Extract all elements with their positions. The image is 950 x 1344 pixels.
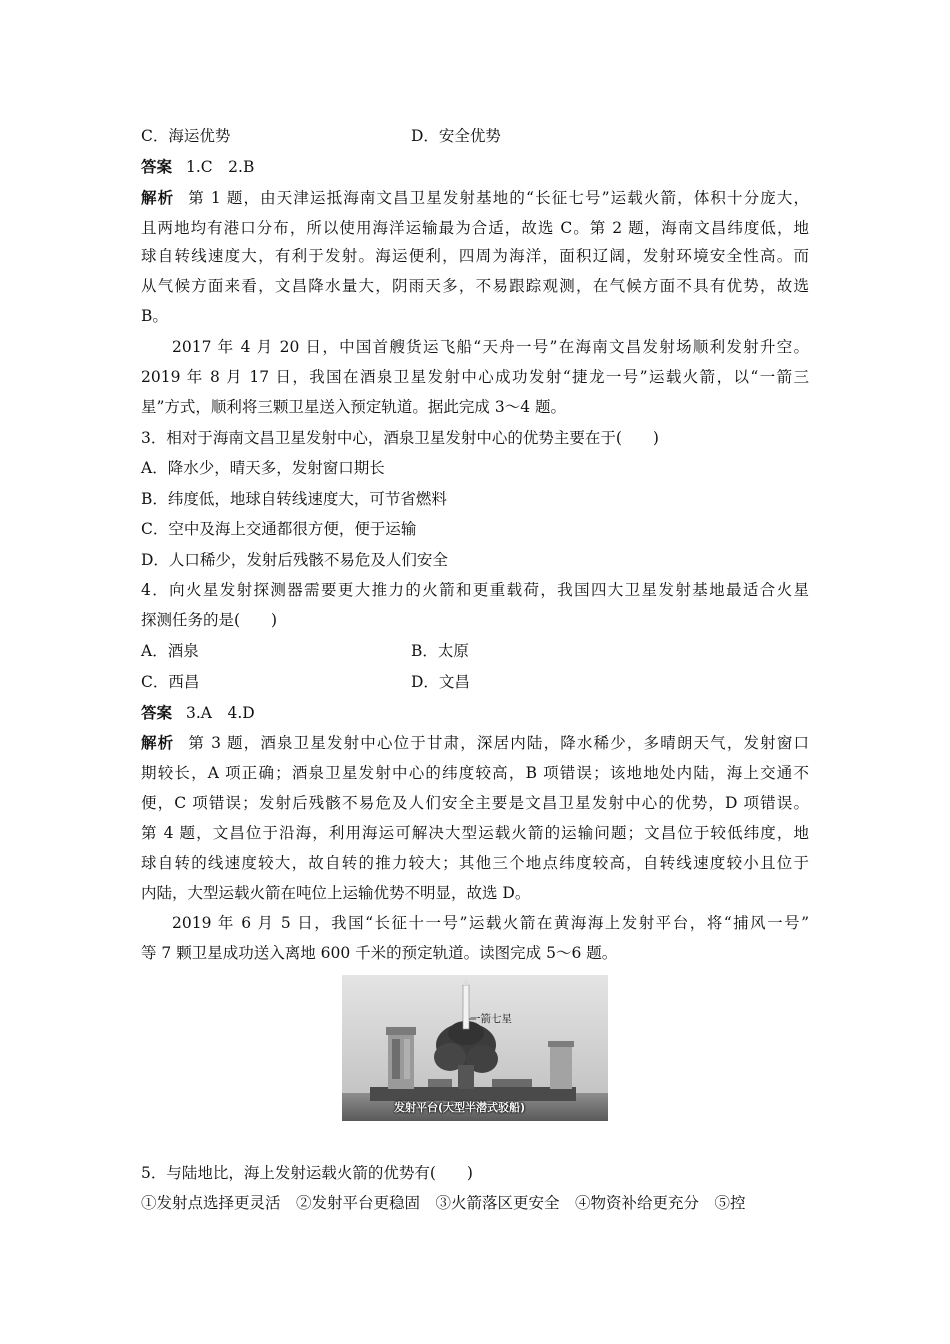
- answer-1-2: [141, 157, 254, 177]
- analysis-2-line-5: 球自转的线速度较大，故自转的推力较大；其他三个地点纬度较高，自转线速度较小且位于: [141, 854, 809, 872]
- q4-option-a[interactable]: A．酒泉: [141, 642, 199, 660]
- q4-stem-1: 4．向火星发射探测器需要更大推力的火箭和更重载荷，我国四大卫星发射基地最适合火星: [141, 581, 809, 599]
- q3-stem: 3．相对于海南文昌卫星发射中心，酒泉卫星发射中心的优势主要在于( ): [141, 429, 659, 447]
- analysis-1-line-3: 球自转线速度大，有利于发射。海运便利，四周为海洋，面积辽阔，发射环境安全性高。而: [141, 247, 809, 265]
- analysis-2-line-3: 便，C 项错误；发射后残骸不易危及人们安全主要是文昌卫星发射中心的优势，D 项错误。: [141, 794, 809, 812]
- analysis-2-line-4: 第 4 题，文昌位于沿海，利用海运可解决大型运载火箭的运输问题；文昌位于较低纬度，地: [141, 824, 809, 842]
- q5-stem: 5．与陆地比，海上发射运载火箭的优势有( ): [141, 1164, 473, 1182]
- analysis-1-text-1: 第 1 题，由天津运抵海南文昌卫星发射基地的“长征七号”运载火箭，体积十分庞大，: [188, 189, 809, 207]
- q4-option-b[interactable]: B．太原: [411, 642, 469, 660]
- analysis-1-line-5: B。: [141, 307, 168, 325]
- passage-2-line-3: 星”方式，顺利将三颗卫星送入预定轨道。据此完成 3～4 题。: [141, 398, 567, 416]
- answer-3-4: [141, 703, 255, 723]
- answer-tag: 答案: [141, 704, 173, 722]
- analysis-2-line-6: 内陆，大型运载火箭在吨位上运输优势不明显，故选 D。: [141, 884, 531, 902]
- analysis-1-line-2: 且两地均有港口分布，所以使用海洋运输最为合适，故选 C。第 2 题，海南文昌纬度低，地: [141, 219, 809, 237]
- q3-option-c[interactable]: C．空中及海上交通都很方便，便于运输: [141, 520, 417, 538]
- q4-options-row-2: [141, 672, 470, 692]
- analysis-tag: 解析: [141, 189, 175, 207]
- q2-option-d[interactable]: D．安全优势: [411, 127, 501, 145]
- q5-options: ①发射点选择更灵活 ②发射平台更稳固 ③火箭落区更安全 ④物资补给更充分 ⑤控: [141, 1194, 746, 1212]
- passage-3-line-1: 2019 年 6 月 5 日，我国“长征十一号”运载火箭在黄海海上发射平台，将“捕风一号”: [172, 914, 809, 932]
- answer-text: 1.C 2.B: [186, 158, 255, 176]
- q3-option-d[interactable]: D．人口稀少，发射后残骸不易危及人们安全: [141, 551, 448, 569]
- q4-options-row-1: [141, 641, 469, 661]
- q4-option-c[interactable]: C．西昌: [141, 673, 200, 691]
- q3-option-b[interactable]: B．纬度低，地球自转线速度大，可节省燃料: [141, 490, 447, 508]
- analysis-1-line-1: [141, 188, 809, 208]
- passage-2-line-1: 2017 年 4 月 20 日，中国首艘货运飞船“天舟一号”在海南文昌发射场顺利发射升空。: [172, 338, 809, 356]
- analysis-2-line-1: [141, 733, 809, 753]
- q4-stem-2: 探测任务的是( ): [141, 611, 278, 629]
- q2-options-row: [141, 126, 501, 146]
- passage-3-line-2: 等 7 颗卫星成功送入离地 600 千米的预定轨道。读图完成 5～6 题。: [141, 944, 618, 962]
- answer-text: 3.A 4.D: [186, 704, 255, 722]
- analysis-tag: 解析: [141, 734, 175, 752]
- answer-tag: 答案: [141, 158, 173, 176]
- q3-option-a[interactable]: A．降水少，晴天多，发射窗口期长: [141, 459, 385, 477]
- launch-platform-photo: [342, 975, 608, 1121]
- analysis-2-line-2: 期较长，A 项正确；酒泉卫星发射中心的纬度较高，B 项错误；该地地处内陆，海上交通不: [141, 764, 809, 782]
- passage-2-line-2: 2019 年 8 月 17 日，我国在酒泉卫星发射中心成功发射“捷龙一号”运载火箭，以“一箭三: [141, 368, 809, 386]
- q2-option-c[interactable]: C．海运优势: [141, 127, 231, 145]
- analysis-1-line-4: 从气候方面来看，文昌降水量大，阴雨天多，不易跟踪观测，在气候方面不具有优势，故选: [141, 277, 809, 295]
- q4-option-d[interactable]: D．文昌: [411, 673, 470, 691]
- analysis-2-text-1: 第 3 题，酒泉卫星发射中心位于甘肃，深居内陆，降水稀少，多晴朗天气，发射窗口: [188, 734, 809, 752]
- rocket-label: 一箭七星: [470, 1013, 512, 1025]
- photo-caption: 发射平台(大型半潜式驳船): [394, 1101, 526, 1114]
